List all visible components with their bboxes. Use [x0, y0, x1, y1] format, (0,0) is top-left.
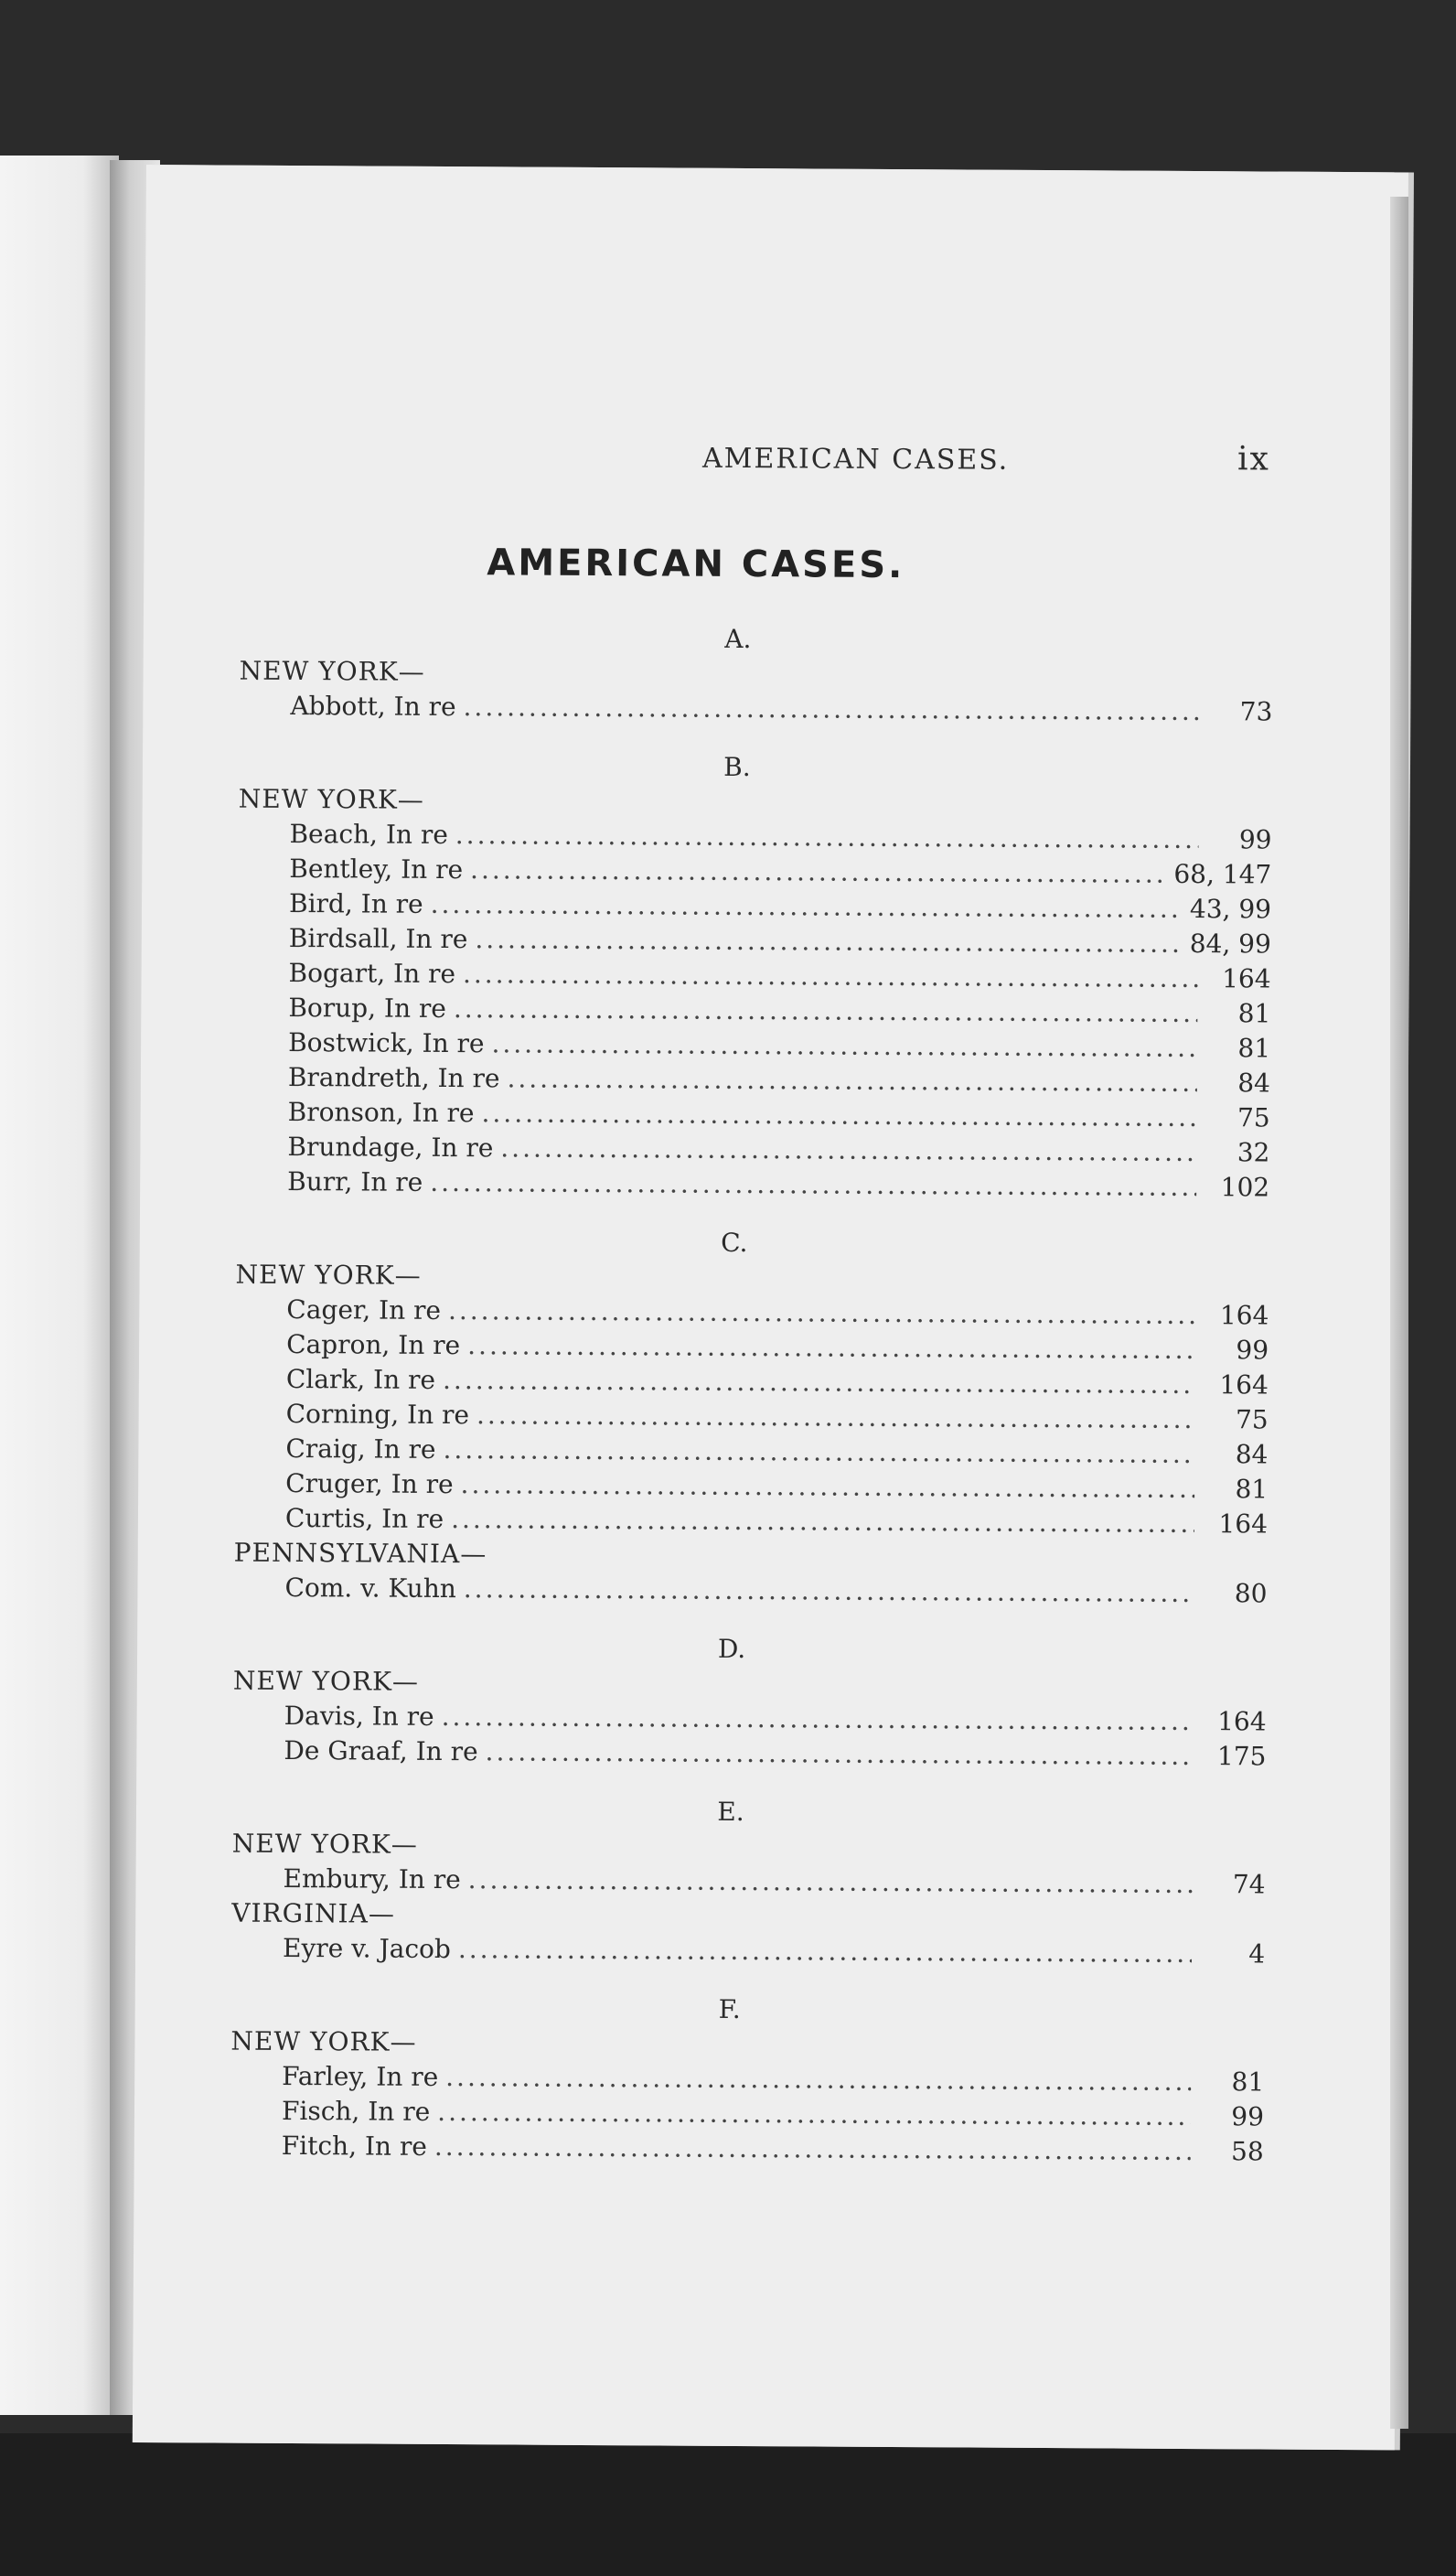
case-name: Abbott, In re — [290, 690, 456, 723]
index-entry — [236, 1165, 1269, 1206]
dot-leader — [454, 992, 1198, 1031]
section-letter: E. — [717, 1796, 744, 1828]
case-name: Curtis, In re — [284, 1502, 444, 1535]
index-entry — [233, 1571, 1267, 1612]
jurisdiction-heading: NEW YORK— — [235, 1259, 422, 1291]
dot-leader — [442, 1700, 1194, 1739]
dot-leader — [434, 2130, 1191, 2169]
dot-leader — [500, 1131, 1196, 1170]
case-name: Cager, In re — [286, 1293, 442, 1326]
dot-leader — [507, 1061, 1197, 1100]
background-bottom — [0, 2433, 1456, 2576]
page-reference: 84 — [1237, 1068, 1270, 1099]
case-name: Birdsall, In re — [288, 922, 468, 955]
case-name: Bronson, In re — [287, 1096, 475, 1129]
page-reference: 164 — [1217, 1706, 1267, 1737]
dot-leader — [463, 690, 1199, 729]
dot-leader — [460, 1467, 1194, 1507]
page-reference: 81 — [1237, 1033, 1271, 1064]
facing-page — [0, 156, 119, 2415]
dot-leader — [458, 1932, 1192, 1971]
case-name: Corning, In re — [285, 1398, 470, 1431]
dot-leader — [467, 1328, 1195, 1368]
page-reference: 43, 99 — [1189, 893, 1272, 925]
case-name: Bogart, In re — [288, 957, 456, 990]
case-name: Craig, In re — [285, 1433, 436, 1465]
jurisdiction-heading: VIRGINIA— — [231, 1897, 396, 1929]
page-reference: 99 — [1236, 1335, 1269, 1366]
case-name: Beach, In re — [289, 818, 448, 851]
index-entry — [231, 1931, 1265, 1972]
dot-leader — [476, 1398, 1195, 1437]
dot-leader — [443, 1433, 1194, 1472]
case-name: Bentley, In re — [289, 853, 464, 886]
dot-leader — [485, 1734, 1193, 1774]
page-reference: 175 — [1216, 1741, 1267, 1772]
dot-leader — [443, 1363, 1195, 1402]
jurisdiction-heading: PENNSYLVANIA— — [233, 1537, 487, 1570]
page-reference: 58 — [1231, 2136, 1264, 2167]
jurisdiction-heading: NEW YORK— — [232, 1665, 420, 1697]
section-letter: C. — [721, 1227, 748, 1259]
page-reference: 84, 99 — [1189, 928, 1271, 960]
page-reference: 164 — [1218, 1508, 1269, 1540]
case-name: Brandreth, In re — [287, 1061, 500, 1094]
case-name: Fisch, In re — [281, 2095, 431, 2127]
page-reference: 164 — [1219, 1300, 1269, 1331]
case-name: Cruger, In re — [285, 1467, 454, 1500]
case-name: Borup, In re — [288, 992, 447, 1025]
book-page — [133, 165, 1408, 2450]
page-reference: 75 — [1235, 1404, 1269, 1435]
page-reference: 75 — [1237, 1102, 1270, 1133]
case-name: Bird, In re — [288, 887, 423, 919]
index-entry — [239, 689, 1272, 730]
page-reference: 73 — [1239, 696, 1273, 727]
jurisdiction-heading: NEW YORK— — [230, 2025, 417, 2057]
case-name: Clark, In re — [285, 1363, 436, 1395]
case-name: Farley, In re — [282, 2060, 439, 2092]
case-index — [230, 614, 1273, 2188]
page-reference: 164 — [1219, 1369, 1269, 1401]
section-letter: F. — [718, 1993, 741, 2025]
page-reference: 80 — [1234, 1578, 1268, 1609]
dot-leader — [431, 887, 1182, 927]
page-reference: 84 — [1235, 1439, 1269, 1470]
section-letter: D. — [717, 1633, 746, 1665]
dot-leader — [491, 1026, 1197, 1066]
page-title: AMERICAN CASES. — [487, 542, 905, 587]
jurisdiction-heading: NEW YORK— — [238, 783, 424, 815]
page-edge — [1390, 197, 1408, 2429]
page-reference: 74 — [1232, 1869, 1266, 1900]
dot-leader — [451, 1502, 1194, 1541]
jurisdiction-heading: NEW YORK— — [231, 1828, 418, 1860]
dot-leader — [463, 957, 1198, 996]
section-letter: A. — [724, 623, 752, 655]
case-name: De Graaf, In re — [284, 1734, 478, 1767]
dot-leader — [445, 2060, 1191, 2099]
case-name: Embury, In re — [283, 1862, 461, 1895]
page-reference: 99 — [1238, 824, 1272, 855]
case-name: Eyre v. Jacob — [282, 1932, 451, 1965]
running-title: AMERICAN CASES. — [701, 442, 1010, 477]
page-reference: 32 — [1237, 1137, 1270, 1168]
page-reference: 4 — [1248, 1938, 1266, 1970]
page-reference: 164 — [1222, 963, 1271, 994]
page-reference: 68, 147 — [1173, 858, 1272, 890]
index-entry — [230, 2129, 1264, 2170]
folio-number: ix — [1237, 440, 1271, 478]
dot-leader — [470, 853, 1165, 892]
case-name: Bostwick, In re — [288, 1026, 485, 1059]
page-reference: 81 — [1231, 2066, 1265, 2098]
page-reference: 102 — [1220, 1172, 1270, 1203]
dot-leader — [430, 1165, 1196, 1205]
dot-leader — [468, 1862, 1193, 1902]
dot-leader — [464, 1572, 1194, 1611]
page-header — [561, 440, 1271, 478]
dot-leader — [475, 922, 1181, 961]
case-name: Burr, In re — [287, 1165, 423, 1197]
dot-leader — [437, 2095, 1191, 2134]
case-name: Capron, In re — [286, 1328, 461, 1361]
dot-leader — [455, 818, 1199, 857]
page-reference: 81 — [1235, 1474, 1269, 1505]
index-entry — [232, 1733, 1266, 1775]
case-name: Fitch, In re — [281, 2130, 427, 2162]
case-name: Davis, In re — [284, 1700, 434, 1732]
page-reference: 99 — [1231, 2101, 1265, 2132]
jurisdiction-heading: NEW YORK— — [239, 655, 425, 687]
dot-leader — [448, 1293, 1196, 1333]
case-name: Com. v. Kuhn — [284, 1572, 456, 1605]
page-reference: 81 — [1237, 998, 1271, 1029]
dot-leader — [481, 1096, 1196, 1135]
case-name: Brundage, In re — [287, 1131, 494, 1164]
section-letter: B. — [723, 751, 751, 783]
